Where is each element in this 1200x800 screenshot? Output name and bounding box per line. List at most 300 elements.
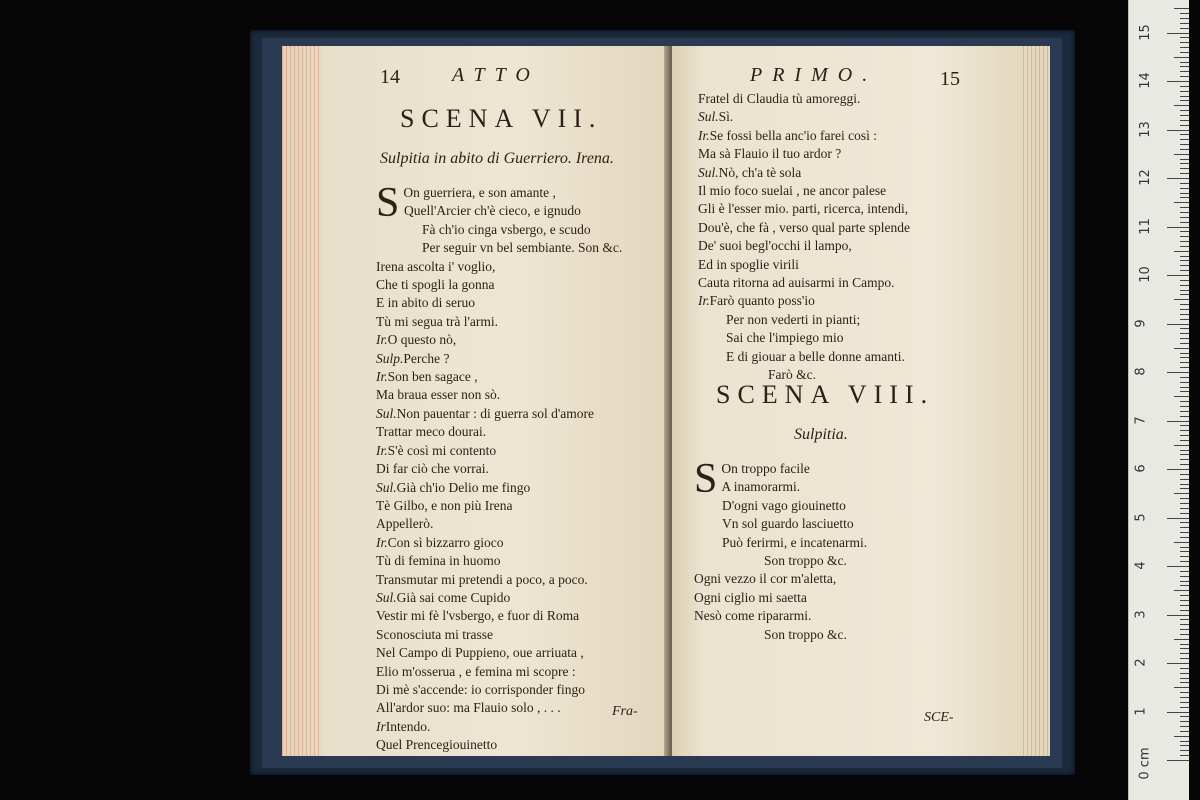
text-line	[376, 644, 666, 662]
ruler-tick	[1167, 178, 1189, 179]
text-line	[694, 589, 1014, 607]
ruler-tick	[1180, 280, 1189, 281]
drop-cap-left: S	[376, 180, 400, 226]
ruler-number: 11	[1137, 217, 1153, 235]
ruler-number: 1	[1133, 706, 1149, 716]
drop-cap-right: S	[694, 456, 718, 502]
page-number-right: 15	[940, 68, 960, 90]
line-text: Ma braua esser non sò.	[376, 387, 501, 403]
ruler-tick	[1174, 445, 1189, 446]
text-line	[376, 681, 666, 699]
ruler-tick	[1174, 542, 1189, 543]
ruler-tick	[1180, 644, 1189, 645]
ruler-tick	[1167, 421, 1189, 422]
text-line	[698, 292, 1018, 310]
text-line	[694, 478, 1014, 496]
ruler-tick	[1167, 130, 1189, 131]
line-text: Non pauentar : di guerra sol d'amore	[396, 405, 595, 421]
text-line	[376, 515, 666, 533]
line-text: Son ben sagace ,	[387, 369, 478, 385]
line-text: Trattar meco dourai.	[376, 424, 487, 440]
ruler-tick	[1180, 561, 1189, 562]
ruler-tick	[1180, 551, 1189, 552]
text-line	[698, 108, 1018, 126]
line-text: Fratel di Claudia tù amoreggi.	[698, 91, 861, 106]
text-line	[694, 515, 1014, 533]
ruler-tick	[1180, 692, 1189, 693]
right-page-bottom-text	[694, 456, 1014, 644]
ruler-tick	[1180, 353, 1189, 354]
text-line	[694, 570, 1014, 588]
text-line	[376, 258, 666, 276]
line-text: Son troppo &c.	[764, 626, 847, 642]
text-line	[698, 348, 1018, 366]
text-line	[694, 607, 1014, 625]
ruler-tick	[1180, 498, 1189, 499]
ruler-tick	[1180, 576, 1189, 577]
ruler-tick	[1167, 566, 1189, 567]
ruler-tick	[1180, 755, 1189, 756]
ruler-tick	[1180, 474, 1189, 475]
line-text: E di giouar a belle donne amanti.	[726, 348, 905, 364]
ruler-tick	[1180, 231, 1189, 232]
line-text: Tù mi segua trà l'armi.	[376, 313, 499, 329]
ruler-tick	[1167, 81, 1189, 82]
line-text: Transmutar mi pretendi a poco, a poco.	[376, 571, 588, 587]
ruler-tick	[1180, 134, 1189, 135]
ruler-number: 2	[1133, 658, 1149, 667]
ruler-tick	[1180, 217, 1189, 218]
ruler-tick	[1180, 256, 1189, 257]
ruler-number: 7	[1133, 415, 1149, 425]
text-line	[376, 423, 666, 441]
text-line	[698, 219, 1018, 237]
text-line	[376, 589, 666, 607]
right-page	[672, 46, 1050, 756]
line-text: Nel Campo di Puppieno, oue arriuata ,	[376, 645, 584, 661]
ruler-tick	[1180, 173, 1189, 174]
line-text: Di far ciò che vorrai.	[376, 461, 489, 477]
ruler-tick	[1174, 493, 1189, 494]
text-line	[698, 90, 1018, 108]
line-text: Dou'è, che fà , verso qual parte splende	[698, 219, 910, 235]
ruler-number: 8	[1133, 367, 1149, 376]
ruler-tick	[1180, 343, 1189, 344]
ruler-tick	[1180, 726, 1189, 727]
ruler-tick	[1180, 328, 1189, 329]
line-text: A inamorarmi.	[721, 479, 801, 495]
ruler-tick	[1180, 702, 1189, 703]
line-text: Appellerò.	[376, 516, 434, 532]
ruler-tick	[1180, 28, 1189, 29]
line-text: Nesò come ripararmi.	[694, 608, 812, 624]
line-text: On guerriera, e son amante ,	[403, 185, 556, 200]
text-line	[376, 276, 666, 294]
line-text: Son troppo &c.	[764, 553, 847, 569]
text-line	[376, 368, 666, 386]
ruler-tick	[1167, 372, 1189, 373]
line-text: Quel Prencegiouinetto	[376, 737, 498, 753]
speaker-label: Ir.	[376, 332, 388, 348]
ruler-tick	[1180, 100, 1189, 101]
text-line	[698, 182, 1018, 200]
ruler-tick	[1180, 357, 1189, 358]
ruler-tick	[1180, 629, 1189, 630]
ruler-tick	[1174, 251, 1189, 252]
scene-title-viii: SCENA VIII.	[716, 380, 935, 409]
line-text: Se fossi bella anc'io farei così :	[709, 127, 878, 143]
text-line	[698, 237, 1018, 255]
text-line	[694, 534, 1014, 552]
ruler-tick	[1180, 76, 1189, 77]
text-line	[694, 460, 1014, 478]
scene-subtitle-vii: Sulpitia in abito di Guerriero. Irena.	[380, 150, 614, 167]
speaker-label: Sulp.	[376, 350, 404, 366]
ruler-tick	[1180, 484, 1189, 485]
ruler-tick	[1180, 619, 1189, 620]
text-line	[694, 497, 1014, 515]
scene-subtitle-viii: Sulpitia.	[794, 426, 848, 443]
ruler-tick	[1180, 435, 1189, 436]
text-line	[376, 607, 666, 625]
ruler-tick	[1174, 57, 1189, 58]
ruler-tick	[1180, 731, 1189, 732]
text-line	[698, 274, 1018, 292]
text-line	[376, 221, 666, 239]
ruler-tick	[1180, 338, 1189, 339]
ruler-tick	[1180, 207, 1189, 208]
speaker-label: Ir.	[698, 293, 710, 309]
left-page	[282, 46, 668, 756]
ruler-tick	[1180, 23, 1189, 24]
line-text: Quell'Arcier ch'è cieco, e ignudo	[404, 203, 581, 219]
line-text: Ogni ciglio mi saetta	[694, 589, 807, 605]
ruler-tick	[1180, 163, 1189, 164]
ruler-tick	[1180, 653, 1189, 654]
speaker-label: Sul.	[376, 405, 397, 421]
ruler-tick	[1180, 290, 1189, 291]
ruler-tick	[1174, 639, 1189, 640]
line-text: Farò quanto poss'io	[709, 293, 815, 309]
speaker-label: Ir.	[698, 127, 710, 143]
line-text: Vn sol guardo lasciuetto	[722, 516, 854, 532]
ruler-tick	[1180, 450, 1189, 451]
ruler-tick	[1167, 469, 1189, 470]
ruler-tick	[1180, 600, 1189, 601]
ruler-tick	[1180, 745, 1189, 746]
measurement-ruler	[1128, 0, 1189, 800]
ruler-tick	[1180, 96, 1189, 97]
line-text: Sai che l'impiego mio	[726, 330, 844, 346]
ruler-number: 13	[1137, 120, 1153, 138]
ruler-tick	[1180, 86, 1189, 87]
line-text: De' suoi begl'occhi il lampo,	[698, 238, 852, 254]
ruler-tick	[1180, 115, 1189, 116]
line-text: Per non vederti in pianti;	[726, 311, 861, 327]
ruler-tick	[1180, 270, 1189, 271]
ruler-tick	[1180, 144, 1189, 145]
ruler-tick	[1180, 319, 1189, 320]
ruler-tick	[1180, 125, 1189, 126]
ruler-tick	[1180, 707, 1189, 708]
ruler-tick	[1174, 687, 1189, 688]
text-line	[698, 256, 1018, 274]
ruler-tick	[1180, 387, 1189, 388]
right-page-top-text	[698, 90, 1018, 385]
ruler-tick	[1180, 47, 1189, 48]
ruler-tick	[1180, 362, 1189, 363]
ruler-tick	[1174, 299, 1189, 300]
text-line	[376, 386, 666, 404]
ruler-tick	[1180, 634, 1189, 635]
ruler-tick	[1180, 459, 1189, 460]
ruler-tick	[1180, 42, 1189, 43]
ruler-tick	[1174, 590, 1189, 591]
ruler-tick	[1180, 556, 1189, 557]
ruler-tick	[1180, 624, 1189, 625]
ruler-number: 6	[1133, 464, 1149, 473]
ruler-tick	[1180, 488, 1189, 489]
text-line	[376, 350, 666, 368]
ruler-tick	[1180, 314, 1189, 315]
text-line	[376, 497, 666, 515]
ruler-tick	[1180, 595, 1189, 596]
speaker-label: Sul.	[698, 109, 719, 125]
ruler-number: 15	[1137, 23, 1153, 41]
ruler-tick	[1167, 227, 1189, 228]
ruler-tick	[1180, 62, 1189, 63]
text-line	[698, 145, 1018, 163]
ruler-tick	[1180, 537, 1189, 538]
ruler-tick	[1174, 8, 1189, 9]
line-text: Cauta ritorna ad auisarmi in Campo.	[698, 275, 895, 291]
ruler-tick	[1180, 197, 1189, 198]
line-text: Con sì bizzarro gioco	[387, 534, 504, 550]
line-text: Perche ?	[403, 350, 450, 366]
line-text: On troppo facile	[721, 461, 810, 476]
ruler-tick	[1180, 382, 1189, 383]
line-text: Vestir mi fè l'vsbergo, e fuor di Roma	[376, 608, 580, 624]
ruler-tick	[1167, 615, 1189, 616]
catchword-left: Fra-	[612, 704, 638, 719]
ruler-tick	[1167, 712, 1189, 713]
ruler-tick	[1180, 391, 1189, 392]
ruler-tick	[1174, 202, 1189, 203]
ruler-number: 3	[1133, 609, 1149, 619]
speaker-label: Ir.	[376, 442, 388, 458]
ruler-tick	[1180, 139, 1189, 140]
ruler-tick	[1180, 673, 1189, 674]
ruler-tick	[1167, 275, 1189, 276]
text-line	[376, 718, 666, 736]
scene-title-vii: SCENA VII.	[400, 104, 603, 133]
ruler-tick	[1180, 168, 1189, 169]
ruler-number: 9	[1133, 318, 1149, 328]
ruler-tick	[1174, 154, 1189, 155]
text-line	[698, 127, 1018, 145]
page-number-left: 14	[380, 66, 400, 88]
speaker-label: Ir.	[376, 369, 388, 385]
speaker-label: Ir.	[376, 534, 388, 550]
text-line	[376, 294, 666, 312]
line-text: S'è così mi contento	[387, 442, 497, 458]
text-line	[376, 663, 666, 681]
text-line	[376, 239, 666, 257]
ruler-tick	[1180, 149, 1189, 150]
ruler-tick	[1180, 522, 1189, 523]
ruler-tick	[1180, 333, 1189, 334]
ruler-tick	[1180, 668, 1189, 669]
line-text: Nò, ch'a tè sola	[718, 164, 802, 180]
text-line	[376, 736, 666, 754]
line-text: Può ferirmi, e incatenarmi.	[722, 534, 868, 550]
line-text: Tè Gilbo, e non più Irena	[376, 497, 513, 513]
ruler-tick	[1180, 241, 1189, 242]
ruler-number: 4	[1133, 561, 1149, 570]
ruler-tick	[1180, 678, 1189, 679]
ruler-tick	[1180, 406, 1189, 407]
ruler-tick	[1180, 508, 1189, 509]
ruler-tick	[1180, 464, 1189, 465]
line-text: Già ch'io Delio me fingo	[396, 479, 531, 495]
ruler-tick	[1174, 105, 1189, 106]
left-page-text	[376, 180, 666, 755]
ruler-tick	[1167, 663, 1189, 664]
ruler-tick	[1180, 440, 1189, 441]
text-line	[694, 552, 1014, 570]
ruler-number: 5	[1133, 512, 1149, 522]
speaker-label: Sul.	[376, 479, 397, 495]
ruler-tick	[1180, 610, 1189, 611]
ruler-tick	[1180, 222, 1189, 223]
ruler-tick	[1180, 585, 1189, 586]
catchword-right: SCE-	[924, 710, 954, 725]
ruler-tick	[1180, 527, 1189, 528]
ruler-tick	[1180, 581, 1189, 582]
ruler-tick	[1180, 454, 1189, 455]
ruler-tick	[1180, 430, 1189, 431]
line-text: Di mè s'accende: io corrisponder fingo	[376, 681, 585, 697]
ruler-tick	[1180, 52, 1189, 53]
line-text: Che ti spogli la gonna	[376, 277, 495, 293]
line-text: Sì.	[718, 109, 734, 125]
ruler-tick	[1180, 547, 1189, 548]
ruler-tick	[1174, 736, 1189, 737]
text-line	[698, 164, 1018, 182]
text-line	[376, 552, 666, 570]
text-line	[376, 331, 666, 349]
ruler-tick	[1180, 401, 1189, 402]
ruler-tick	[1180, 513, 1189, 514]
line-text: Il mio foco suelai , ne ancor palese	[698, 183, 887, 199]
line-text: Sconosciuta mi trasse	[376, 626, 493, 642]
line-text: Già sai come Cupido	[396, 589, 511, 605]
ruler-tick	[1180, 246, 1189, 247]
speaker-label: Sul.	[698, 164, 719, 180]
speaker-label: Ir	[376, 718, 386, 734]
ruler-tick	[1167, 760, 1189, 761]
ruler-tick	[1174, 348, 1189, 349]
line-text: O questo nò,	[387, 332, 457, 348]
ruler-number: 12	[1137, 169, 1153, 186]
ruler-tick	[1180, 37, 1189, 38]
ruler-tick	[1180, 110, 1189, 111]
text-line	[376, 571, 666, 589]
text-line	[376, 202, 666, 220]
line-text: Per seguir vn bel sembiante. Son &c.	[422, 240, 623, 256]
ruler-tick	[1180, 120, 1189, 121]
running-head-left: ATTO	[452, 64, 540, 86]
line-text: Farò &c.	[768, 367, 816, 383]
ruler-tick	[1180, 159, 1189, 160]
line-text: Ma sà Flauio il tuo ardor ?	[698, 146, 842, 162]
ruler-tick	[1180, 66, 1189, 67]
ruler-tick	[1180, 236, 1189, 237]
text-line	[376, 184, 666, 202]
text-line	[698, 329, 1018, 347]
ruler-tick	[1167, 33, 1189, 34]
text-line	[698, 200, 1018, 218]
ruler-tick	[1167, 324, 1189, 325]
line-text: Elio m'osserua , e femina mi scopre :	[376, 663, 576, 679]
text-line	[694, 626, 1014, 644]
line-text: Irena ascolta i' voglio,	[376, 258, 496, 274]
ruler-number: 14	[1137, 72, 1153, 89]
text-line	[376, 442, 666, 460]
ruler-tick	[1180, 18, 1189, 19]
text-line	[376, 626, 666, 644]
ruler-tick	[1180, 212, 1189, 213]
ruler-tick	[1180, 648, 1189, 649]
ruler-tick	[1180, 91, 1189, 92]
ruler-tick	[1180, 503, 1189, 504]
line-text: Intendo.	[385, 718, 431, 734]
ruler-tick	[1167, 518, 1189, 519]
ruler-number: 10	[1137, 266, 1153, 283]
ruler-tick	[1180, 605, 1189, 606]
line-text: Gli è l'esser mio. parti, ricerca, intendi,	[698, 201, 909, 217]
ruler-tick	[1180, 741, 1189, 742]
ruler-tick	[1180, 571, 1189, 572]
text-line	[376, 313, 666, 331]
ruler-tick	[1180, 188, 1189, 189]
ruler-tick	[1180, 532, 1189, 533]
running-head-right: PRIMO.	[750, 64, 878, 86]
speaker-label: Sul.	[376, 589, 397, 605]
ruler-tick	[1180, 377, 1189, 378]
ruler-tick	[1180, 294, 1189, 295]
text-line	[376, 405, 666, 423]
ruler-tick	[1180, 411, 1189, 412]
ruler-tick	[1180, 425, 1189, 426]
text-line	[376, 534, 666, 552]
ruler-tick	[1180, 260, 1189, 261]
ruler-tick	[1180, 13, 1189, 14]
ruler-tick	[1174, 396, 1189, 397]
ruler-tick	[1180, 304, 1189, 305]
line-text: Tù di femina in huomo	[376, 553, 501, 569]
ruler-tick	[1180, 697, 1189, 698]
ruler-tick	[1180, 682, 1189, 683]
text-line	[698, 311, 1018, 329]
text-line	[376, 460, 666, 478]
ruler-tick	[1180, 367, 1189, 368]
ruler-tick	[1180, 265, 1189, 266]
ruler-tick	[1180, 309, 1189, 310]
line-text: E in abito di seruo	[376, 295, 475, 311]
ruler-tick	[1180, 750, 1189, 751]
ruler-tick	[1180, 193, 1189, 194]
